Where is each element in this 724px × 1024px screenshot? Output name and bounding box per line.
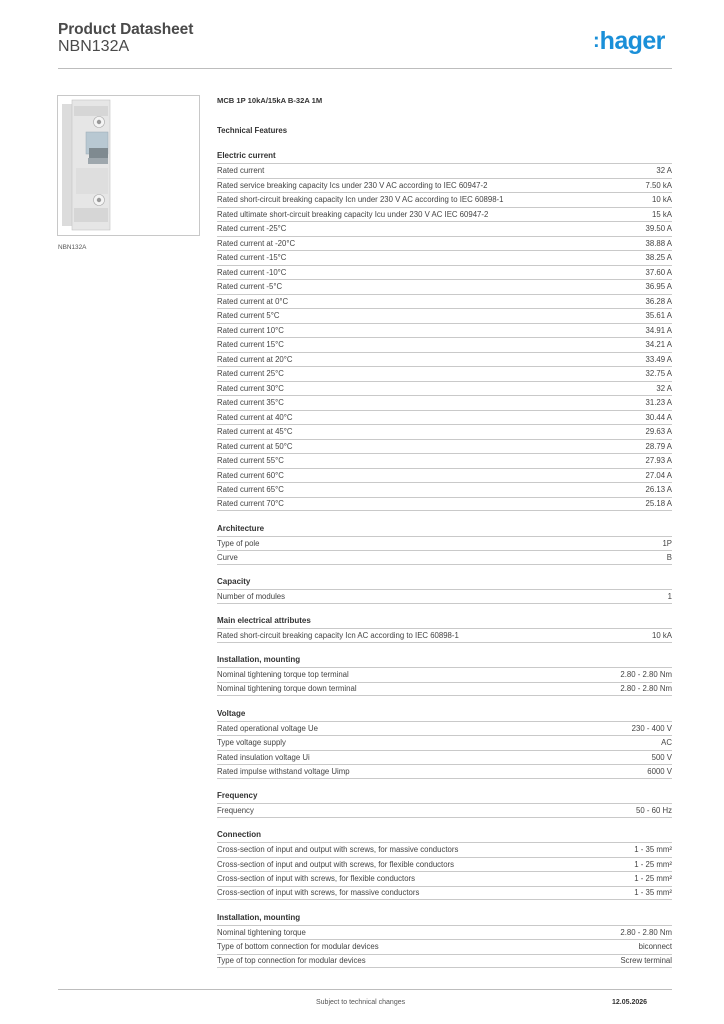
spec-row bbox=[217, 682, 672, 697]
spec-label: Rated current at -20°C bbox=[217, 238, 296, 248]
spec-label: Rated current -25°C bbox=[217, 224, 287, 234]
spec-row bbox=[217, 871, 672, 886]
spec-label: Cross-section of input and output with screws, for massive conductors bbox=[217, 845, 459, 855]
section-gap bbox=[217, 779, 672, 790]
spec-label: Rated current 15°C bbox=[217, 340, 284, 350]
spec-label: Cross-section of input with screws, for flexible conductors bbox=[217, 874, 416, 884]
spec-row bbox=[217, 352, 672, 367]
spec-label: Rated current 70°C bbox=[217, 499, 284, 509]
spec-value: 1 - 25 mm² bbox=[634, 874, 672, 884]
spec-value: 2.80 - 2.80 Nm bbox=[620, 927, 672, 937]
spec-label: Type of top connection for modular devices bbox=[217, 956, 366, 966]
spec-label: Rated current 65°C bbox=[217, 485, 284, 495]
footer-note: Subject to technical changes bbox=[316, 999, 406, 1006]
spec-value: 36.95 A bbox=[645, 282, 672, 292]
circuit-breaker-image bbox=[58, 96, 199, 235]
spec-label: Rated operational voltage Ue bbox=[217, 723, 318, 733]
technical-features bbox=[217, 96, 672, 968]
spec-row bbox=[217, 279, 672, 294]
spec-label: Rated current at 20°C bbox=[217, 354, 293, 364]
footer-date: 12.05.2026 bbox=[612, 999, 648, 1006]
spec-label: Type of pole bbox=[217, 538, 260, 548]
spec-value: 31.23 A bbox=[645, 398, 672, 408]
spec-label: Curve bbox=[217, 552, 238, 562]
spec-value: 33.49 A bbox=[645, 354, 672, 364]
spec-value: 7.50 kA bbox=[645, 180, 672, 190]
spec-value: 230 - 400 V bbox=[631, 723, 672, 733]
spec-value: 32 A bbox=[656, 383, 672, 393]
spec-value: 1 - 35 mm² bbox=[634, 888, 672, 898]
spec-value: 32.75 A bbox=[645, 369, 672, 379]
spec-label: Rated insulation voltage Ui bbox=[217, 752, 310, 762]
spec-row bbox=[217, 468, 672, 483]
spec-label: Rated current 55°C bbox=[217, 456, 284, 466]
product-code: NBN132A bbox=[58, 38, 130, 55]
technical-features-title: Technical Features bbox=[217, 126, 288, 135]
spec-row bbox=[217, 857, 672, 872]
spec-label: Frequency bbox=[217, 805, 254, 815]
spec-value: 27.93 A bbox=[645, 456, 672, 466]
section-title: Installation, mounting bbox=[217, 655, 301, 664]
spec-value: 2.80 - 2.80 Nm bbox=[620, 684, 672, 694]
datasheet-title: Product Datasheet bbox=[58, 21, 194, 38]
spec-label: Rated current -10°C bbox=[217, 267, 287, 277]
spec-label: Rated current 30°C bbox=[217, 383, 284, 393]
spec-row bbox=[217, 236, 672, 251]
spec-value: 28.79 A bbox=[645, 441, 672, 451]
spec-value: 1 - 25 mm² bbox=[634, 859, 672, 869]
spec-row bbox=[217, 886, 672, 901]
spec-value: 30.44 A bbox=[645, 412, 672, 422]
spec-label: Rated current 10°C bbox=[217, 325, 284, 335]
spec-value: 15 kA bbox=[652, 209, 672, 219]
spec-value: 35.61 A bbox=[645, 311, 672, 321]
spec-label: Rated current at 40°C bbox=[217, 412, 293, 422]
spec-row bbox=[217, 939, 672, 954]
spec-value: 10 kA bbox=[652, 630, 672, 640]
spec-row bbox=[217, 308, 672, 323]
spec-row bbox=[217, 221, 672, 236]
spec-label: Rated short-circuit breaking capacity Icn AC according to IEC 60898-1 bbox=[217, 630, 459, 640]
spec-value: 25.18 A bbox=[645, 499, 672, 509]
hager-logo bbox=[593, 26, 665, 56]
logo-prefix: : bbox=[593, 30, 600, 52]
spec-label: Rated current at 0°C bbox=[217, 296, 289, 306]
spec-label: Rated ultimate short-circuit breaking capacity Icu under 230 V AC IEC 60947-2 bbox=[217, 209, 489, 219]
spec-row bbox=[217, 366, 672, 381]
spec-value: biconnect bbox=[638, 942, 672, 952]
spec-row bbox=[217, 764, 672, 779]
spec-row bbox=[217, 395, 672, 410]
spec-value: 500 V bbox=[651, 752, 672, 762]
section-title: Architecture bbox=[217, 523, 265, 533]
spec-row bbox=[217, 207, 672, 222]
section-gap bbox=[217, 565, 672, 576]
spec-label: Cross-section of input with screws, for massive conductors bbox=[217, 888, 420, 898]
spec-label: Number of modules bbox=[217, 591, 286, 601]
spec-label: Rated current -15°C bbox=[217, 253, 287, 263]
logo-text: hager bbox=[599, 27, 665, 55]
spec-row bbox=[217, 337, 672, 352]
spec-value: 10 kA bbox=[652, 195, 672, 205]
spec-row bbox=[217, 178, 672, 193]
spec-row bbox=[217, 453, 672, 468]
spec-row bbox=[217, 163, 672, 178]
spec-value: 29.63 A bbox=[645, 427, 672, 437]
spec-value: 38.25 A bbox=[645, 253, 672, 263]
spec-label: Rated current 25°C bbox=[217, 369, 284, 379]
section-title: Frequency bbox=[217, 791, 258, 800]
spec-label: Rated current bbox=[217, 166, 265, 176]
spec-value: 50 - 60 Hz bbox=[636, 805, 672, 815]
spec-row bbox=[217, 628, 672, 643]
image-caption: NBN132A bbox=[58, 244, 87, 251]
spec-value: 32 A bbox=[656, 166, 672, 176]
spec-value: 27.04 A bbox=[645, 470, 672, 480]
section-title: Installation, mounting bbox=[217, 912, 301, 922]
section-title: Connection bbox=[217, 830, 261, 839]
spec-value: 38.88 A bbox=[645, 238, 672, 248]
spec-row bbox=[217, 410, 672, 425]
spec-row bbox=[217, 192, 672, 207]
section-gap bbox=[217, 511, 672, 522]
section-gap bbox=[217, 604, 672, 615]
spec-label: Rated current 60°C bbox=[217, 470, 284, 480]
section-title: Voltage bbox=[217, 708, 246, 718]
spec-row bbox=[217, 424, 672, 439]
spec-row bbox=[217, 842, 672, 857]
spec-row bbox=[217, 250, 672, 265]
spec-label: Nominal tightening torque top terminal bbox=[217, 670, 349, 680]
spec-row bbox=[217, 381, 672, 396]
spec-row bbox=[217, 589, 672, 604]
spec-row bbox=[217, 925, 672, 940]
spec-value: 2.80 - 2.80 Nm bbox=[620, 670, 672, 680]
section-title: Capacity bbox=[217, 577, 251, 586]
spec-label: Nominal tightening torque down terminal bbox=[217, 684, 357, 694]
spec-row bbox=[217, 294, 672, 309]
spec-value: 26.13 A bbox=[645, 485, 672, 495]
spec-row bbox=[217, 803, 672, 818]
spec-value: 34.91 A bbox=[645, 325, 672, 335]
spec-value: Screw terminal bbox=[620, 956, 672, 966]
spec-row bbox=[217, 954, 672, 969]
spec-label: Rated current at 45°C bbox=[217, 427, 293, 437]
spec-label: Cross-section of input and output with screws, for flexible conductors bbox=[217, 859, 455, 869]
spec-row bbox=[217, 550, 672, 565]
spec-label: Rated current 35°C bbox=[217, 398, 284, 408]
spec-value: AC bbox=[661, 738, 672, 748]
spec-value: 6000 V bbox=[647, 766, 672, 776]
spec-label: Type voltage supply bbox=[217, 738, 286, 748]
spec-row bbox=[217, 482, 672, 497]
section-gap bbox=[217, 818, 672, 829]
spec-value: 1 - 35 mm² bbox=[634, 845, 672, 855]
spec-label: Rated service breaking capacity Ics under 230 V AC according to IEC 60947-2 bbox=[217, 180, 488, 190]
spec-label: Rated current at 50°C bbox=[217, 441, 293, 451]
spec-value: 39.50 A bbox=[645, 224, 672, 234]
spec-row bbox=[217, 750, 672, 765]
spec-value: 37.60 A bbox=[645, 267, 672, 277]
section-title: Electric current bbox=[217, 151, 276, 160]
spec-label: Type of bottom connection for modular devices bbox=[217, 942, 379, 952]
spec-value: B bbox=[666, 552, 672, 562]
spec-label: Rated current 5°C bbox=[217, 311, 280, 321]
spec-row bbox=[217, 497, 672, 512]
spec-row bbox=[217, 439, 672, 454]
spec-label: Nominal tightening torque bbox=[217, 927, 306, 937]
header-divider bbox=[58, 68, 672, 69]
section-title: Main electrical attributes bbox=[217, 616, 311, 625]
product-image bbox=[57, 95, 200, 236]
section-gap bbox=[217, 643, 672, 654]
spec-value: 1 bbox=[667, 591, 672, 601]
spec-row bbox=[217, 323, 672, 338]
spec-label: Rated impulse withstand voltage Uimp bbox=[217, 766, 350, 776]
spec-label: Rated current -5°C bbox=[217, 282, 283, 292]
section-gap bbox=[217, 900, 672, 911]
spec-row bbox=[217, 265, 672, 280]
footer-divider bbox=[58, 989, 672, 990]
spec-row bbox=[217, 721, 672, 736]
product-name: MCB 1P 10kA/15kA B-32A 1M bbox=[217, 96, 323, 105]
spec-label: Rated short-circuit breaking capacity Icn under 230 V AC according to IEC 60898-1 bbox=[217, 195, 504, 205]
spec-value: 36.28 A bbox=[645, 296, 672, 306]
spec-row bbox=[217, 735, 672, 750]
spec-row bbox=[217, 536, 672, 551]
spec-value: 1P bbox=[662, 538, 672, 548]
spec-row bbox=[217, 667, 672, 682]
spec-value: 34.21 A bbox=[645, 340, 672, 350]
section-gap bbox=[217, 696, 672, 707]
